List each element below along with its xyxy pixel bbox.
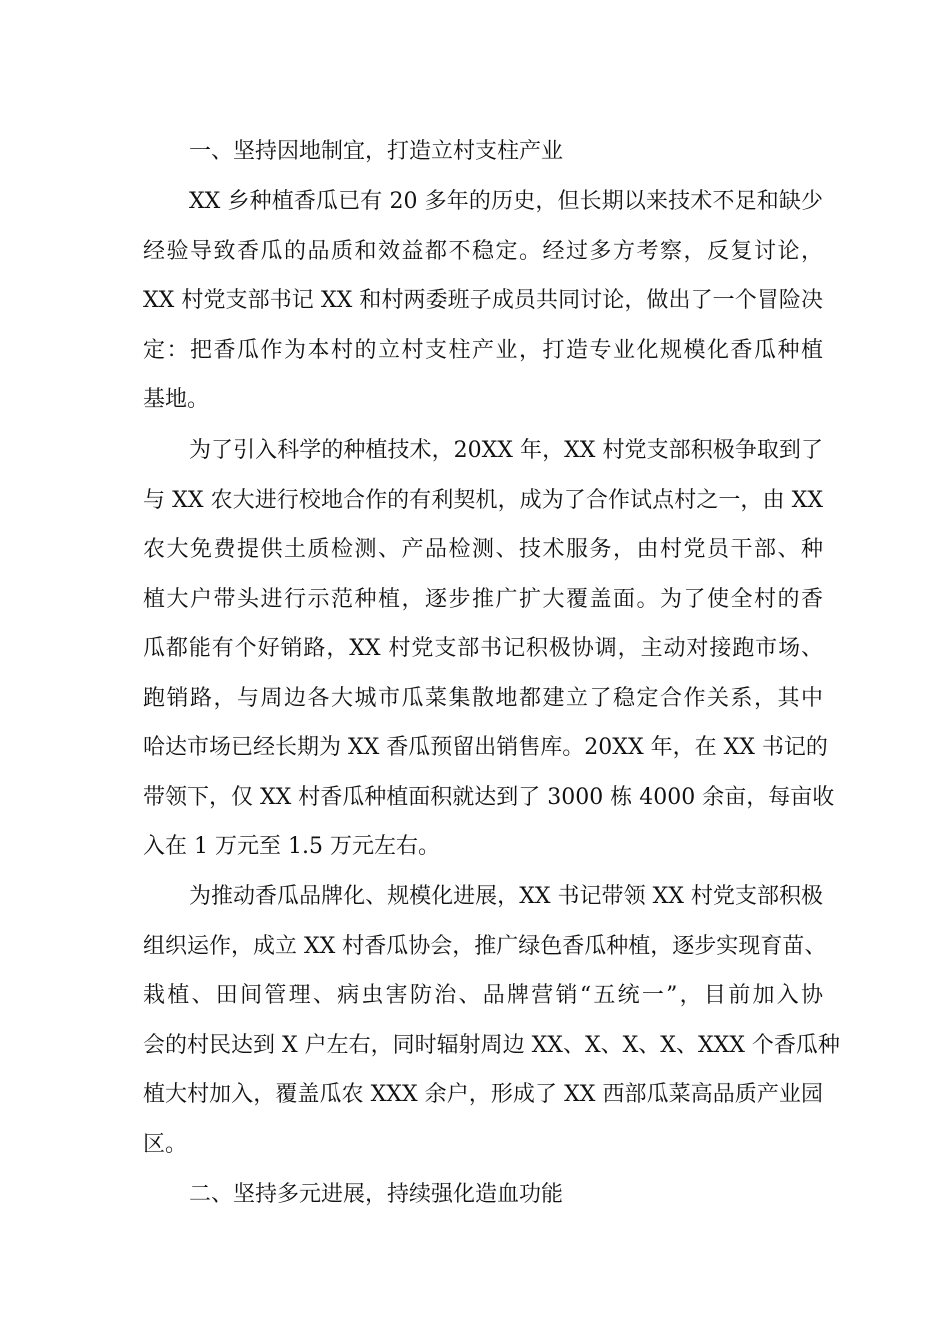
paragraph-line: 会的村民达到 X 户左右，同时辐射周边 XX、X、X、X、XXX 个香瓜种: [143, 1032, 840, 1058]
paragraph-line: 为推动香瓜品牌化、规模化进展，XX 书记带领 XX 村党支部积极: [189, 884, 823, 909]
paragraph-line: 哈达市场已经长期为 XX 香瓜预留出销售库。20XX 年，在 XX 书记的: [143, 735, 828, 760]
paragraph-1: [143, 177, 823, 425]
paragraph-line: XX 乡种植香瓜已有 20 多年的历史，但长期以来技术不足和缺少: [189, 189, 823, 214]
paragraph-line: 栽植、田间管理、病虫害防治、品牌营销“五统一”，目前加入协: [143, 983, 823, 1008]
paragraph-line: 带领下，仅 XX 村香瓜种植面积就达到了 3000 栋 4000 余亩，每亩收: [143, 784, 835, 810]
paragraph-line: 定：把香瓜作为本村的立村支柱产业，打造专业化规模化香瓜种植: [143, 337, 823, 363]
heading-text: 一、坚持因地制宜，打造立村支柱产业: [189, 139, 564, 164]
paragraph-line: 农大免费提供土质检测、产品检测、技术服务，由村党员干部、种: [143, 537, 823, 562]
paragraph-line: 与 XX 农大进行校地合作的有利契机，成为了合作试点村之一，由 XX: [143, 487, 823, 513]
paragraph-line: 区。: [143, 1131, 188, 1157]
heading-text: 二、坚持多元进展，持续强化造血功能: [189, 1182, 564, 1207]
paragraph-2: [143, 426, 835, 872]
section-heading-1: [143, 127, 823, 177]
paragraph-line: 经验导致香瓜的品质和效益都不稳定。经过多方考察，反复讨论，: [143, 238, 823, 264]
paragraph-line: 跑销路，与周边各大城市瓜菜集散地都建立了稳定合作关系，其中: [143, 685, 823, 711]
paragraph-line: 植大村加入，覆盖瓜农 XXX 余户，形成了 XX 西部瓜菜高品质产业园: [143, 1082, 823, 1107]
paragraph-line: 组织运作，成立 XX 村香瓜协会，推广绿色香瓜种植，逐步实现育苗、: [143, 933, 827, 959]
section-heading-2: [143, 1170, 823, 1220]
paragraph-line: 入在 1 万元至 1.5 万元左右。: [143, 834, 440, 859]
paragraph-line: 为了引入科学的种植技术，20XX 年，XX 村党支部积极争取到了: [189, 438, 823, 463]
paragraph-3: [143, 872, 840, 1169]
paragraph-line: 瓜都能有个好销路，XX 村党支部书记积极协调，主动对接跑市场、: [143, 636, 823, 661]
paragraph-line: 基地。: [143, 387, 210, 412]
paragraph-line: 植大户带头进行示范种植，逐步推广扩大覆盖面。为了使全村的香: [143, 586, 823, 612]
paragraph-line: XX 村党支部书记 XX 和村两委班子成员共同讨论，做出了一个冒险决: [143, 288, 823, 313]
